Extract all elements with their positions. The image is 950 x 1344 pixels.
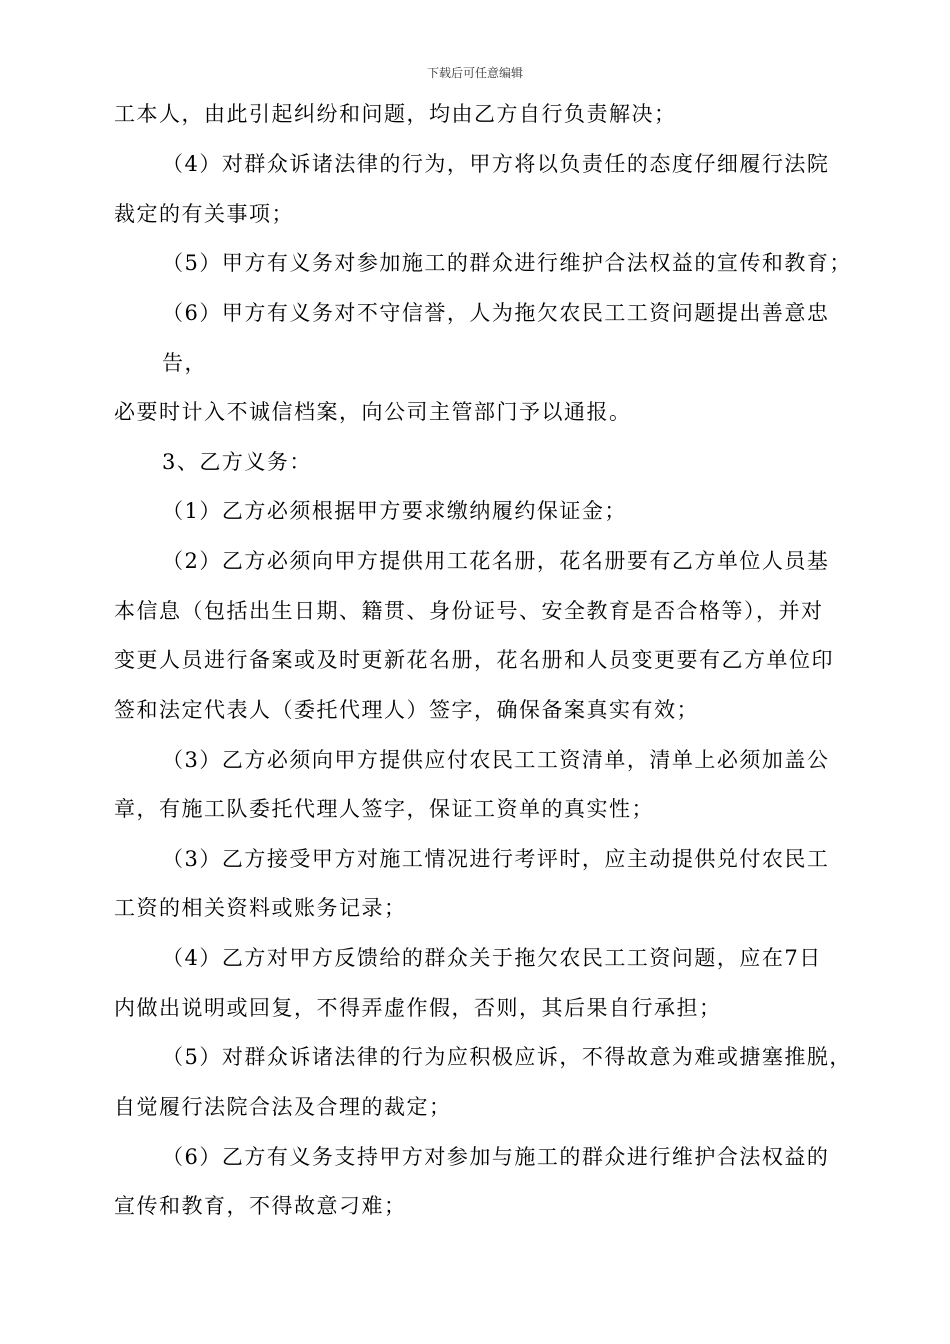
body-line: 3、乙方义务： (162, 450, 312, 474)
body-line: （2）乙方必须向甲方提供用工花名册，花名册要有乙方单位人员基 (162, 549, 830, 573)
body-line: 自觉履行法院合法及合理的裁定； (114, 1095, 452, 1119)
body-line: （5）对群众诉诸法律的行为应积极应诉，不得故意为难或搪塞推脱， (162, 1045, 852, 1069)
body-line: 裁定的有关事项； (114, 202, 294, 226)
body-line: 签和法定代表人（委托代理人）签字，确保备案真实有效； (114, 698, 699, 722)
body-line: 变更人员进行备案或及时更新花名册，花名册和人员变更要有乙方单位印 (114, 648, 834, 672)
body-line: （3）乙方必须向甲方提供应付农民工工资清单，清单上必须加盖公 (162, 748, 830, 772)
body-line: 工资的相关资料或账务记录； (114, 896, 407, 920)
body-line: （6）乙方有义务支持甲方对参加与施工的群众进行维护合法权益的 (162, 1145, 830, 1169)
body-line: 本信息（包括出生日期、籍贯、身份证号、安全教育是否合格等），并对 (114, 599, 824, 623)
body-line: 内做出说明或回复，不得弄虚作假，否则，其后果自行承担； (114, 996, 722, 1020)
body-line: （4）对群众诉诸法律的行为，甲方将以负责任的态度仔细履行法院 (162, 152, 830, 176)
page-header: 下载后可任意编辑 (426, 66, 523, 80)
body-line: （1）乙方必须根据甲方要求缴纳履约保证金； (162, 499, 627, 523)
body-line: 工本人，由此引起纠纷和问题，均由乙方自行负责解决； (114, 102, 677, 126)
body-line: （4）乙方对甲方反馈给的群众关于拖欠农民工工资问题，应在7日 (162, 946, 822, 970)
body-line: （6）甲方有义务对不守信誉，人为拖欠农民工工资问题提出善意忠 (162, 301, 830, 325)
body-line: 宣传和教育，不得故意刁难； (114, 1194, 407, 1218)
body-line: （3）乙方接受甲方对施工情况进行考评时，应主动提供兑付农民工 (162, 847, 830, 871)
body-line: 告， (162, 351, 207, 375)
body-line: 必要时计入不诚信档案，向公司主管部门予以通报。 (114, 400, 632, 424)
body-line: （5）甲方有义务对参加施工的群众进行维护合法权益的宣传和教育； (162, 251, 852, 275)
body-line: 章，有施工队委托代理人签字，保证工资单的真实性； (114, 797, 654, 821)
